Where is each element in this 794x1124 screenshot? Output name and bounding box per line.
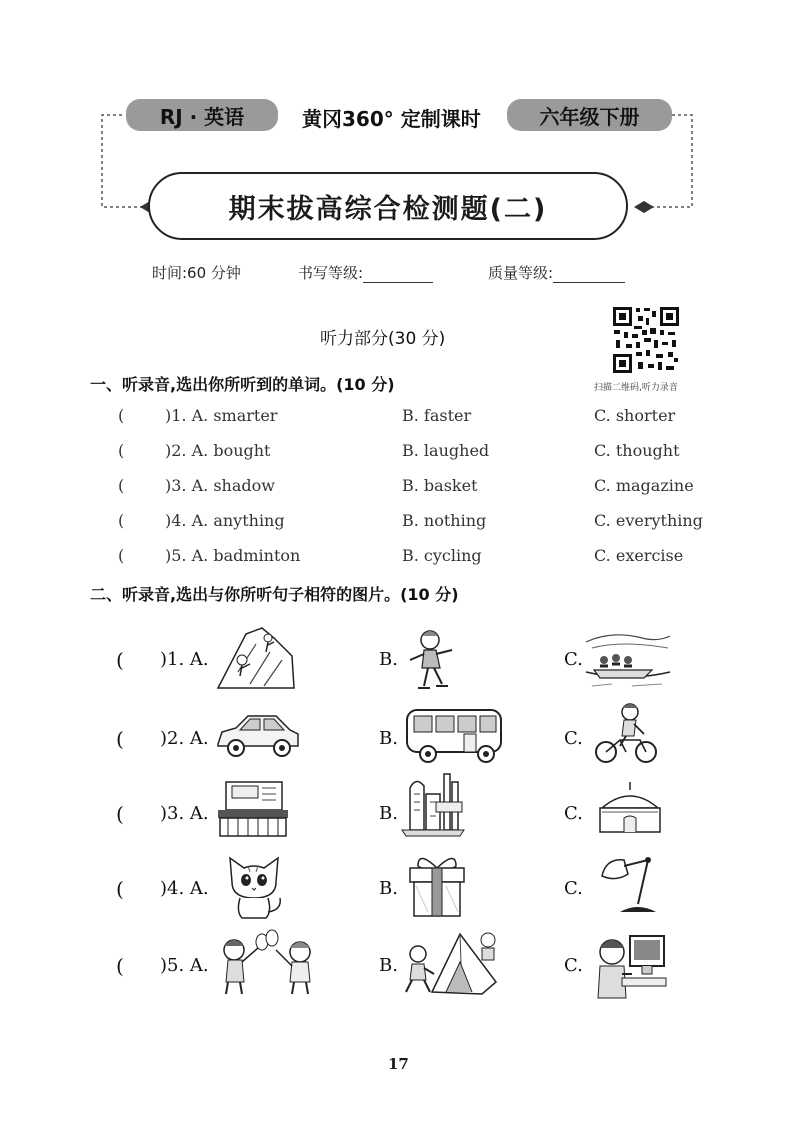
option-a: )1. A. smarter — [165, 406, 278, 425]
mountain-climbing-icon[interactable] — [216, 626, 296, 690]
answer-paren[interactable]: ( — [118, 441, 125, 460]
title-frame — [148, 172, 628, 240]
option-a-label: )5. A. — [160, 955, 209, 976]
option-a-label: )2. A. — [160, 728, 209, 749]
answer-paren[interactable]: ( — [116, 648, 124, 672]
option-a: )5. A. badminton — [165, 546, 301, 565]
part2-heading: 二、听录音,选出与你所听句子相符的图片。(10 分) — [90, 585, 459, 604]
answer-paren[interactable]: ( — [116, 727, 124, 751]
qr-code-icon[interactable] — [612, 306, 680, 374]
option-a-label: )4. A. — [160, 878, 209, 899]
option-b-label: B. — [379, 878, 398, 899]
writing-grade-blank[interactable] — [363, 266, 433, 283]
answer-paren[interactable]: ( — [116, 954, 124, 978]
option-a: )4. A. anything — [165, 511, 285, 530]
yurt-icon[interactable] — [594, 780, 666, 836]
quality-grade-label: 质量等级: — [488, 264, 554, 282]
option-c: C. magazine — [594, 476, 694, 495]
cinema-icon[interactable] — [214, 780, 290, 838]
gift-box-icon[interactable] — [404, 852, 470, 920]
car-icon[interactable] — [214, 710, 302, 760]
option-c-label: C. — [564, 878, 583, 899]
desk-lamp-icon[interactable] — [598, 852, 664, 918]
option-b: B. basket — [402, 476, 478, 495]
option-c-label: C. — [564, 955, 583, 976]
grade-pill: 六年级下册 — [507, 99, 672, 131]
kitten-icon[interactable] — [222, 852, 288, 920]
option-b: B. nothing — [402, 511, 487, 530]
part1-heading: 一、听录音,选出你所听到的单词。(10 分) — [90, 375, 395, 394]
answer-paren[interactable]: ( — [118, 511, 125, 530]
ice-skating-icon[interactable] — [402, 628, 462, 694]
rowing-boat-icon[interactable] — [582, 628, 672, 690]
option-b: B. laughed — [402, 441, 490, 460]
writing-grade — [298, 262, 433, 283]
option-b-label: B. — [379, 728, 398, 749]
badminton-icon[interactable] — [214, 928, 318, 998]
option-c: C. shorter — [594, 406, 676, 425]
computer-icon[interactable] — [594, 930, 672, 1000]
option-a: )3. A. shadow — [165, 476, 275, 495]
option-b-label: B. — [379, 649, 398, 670]
option-b: B. cycling — [402, 546, 482, 565]
qr-caption: 扫描二维码,听力录音 — [594, 383, 678, 393]
option-c: C. thought — [594, 441, 680, 460]
page-number: 17 — [388, 1055, 409, 1073]
quality-grade — [488, 262, 625, 283]
answer-paren[interactable]: ( — [118, 546, 125, 565]
option-c-label: C. — [564, 649, 583, 670]
bus-icon[interactable] — [404, 706, 504, 764]
option-c-label: C. — [564, 728, 583, 749]
option-a: )2. A. bought — [165, 441, 271, 460]
time-limit: 时间:60 分钟 — [152, 264, 241, 282]
quality-grade-blank[interactable] — [553, 266, 625, 283]
answer-paren[interactable]: ( — [118, 476, 125, 495]
option-c: C. everything — [594, 511, 703, 530]
answer-paren[interactable]: ( — [118, 406, 125, 425]
option-c: C. exercise — [594, 546, 684, 565]
listening-heading: 听力部分(30 分) — [320, 329, 446, 349]
city-buildings-icon[interactable] — [400, 772, 466, 838]
option-a-label: )3. A. — [160, 803, 209, 824]
subject-pill: RJ · 英语 — [126, 99, 278, 131]
writing-grade-label: 书写等级: — [298, 264, 364, 282]
page-title: 期末拔高综合检测题(二) — [228, 193, 548, 225]
series-title: 黄冈360° 定制课时 — [302, 107, 481, 131]
option-b-label: B. — [379, 803, 398, 824]
answer-paren[interactable]: ( — [116, 802, 124, 826]
option-b-label: B. — [379, 955, 398, 976]
option-b: B. faster — [402, 406, 472, 425]
bike-icon[interactable] — [594, 700, 658, 766]
option-a-label: )1. A. — [160, 649, 209, 670]
answer-paren[interactable]: ( — [116, 877, 124, 901]
option-c-label: C. — [564, 803, 583, 824]
tent-icon[interactable] — [402, 926, 502, 998]
